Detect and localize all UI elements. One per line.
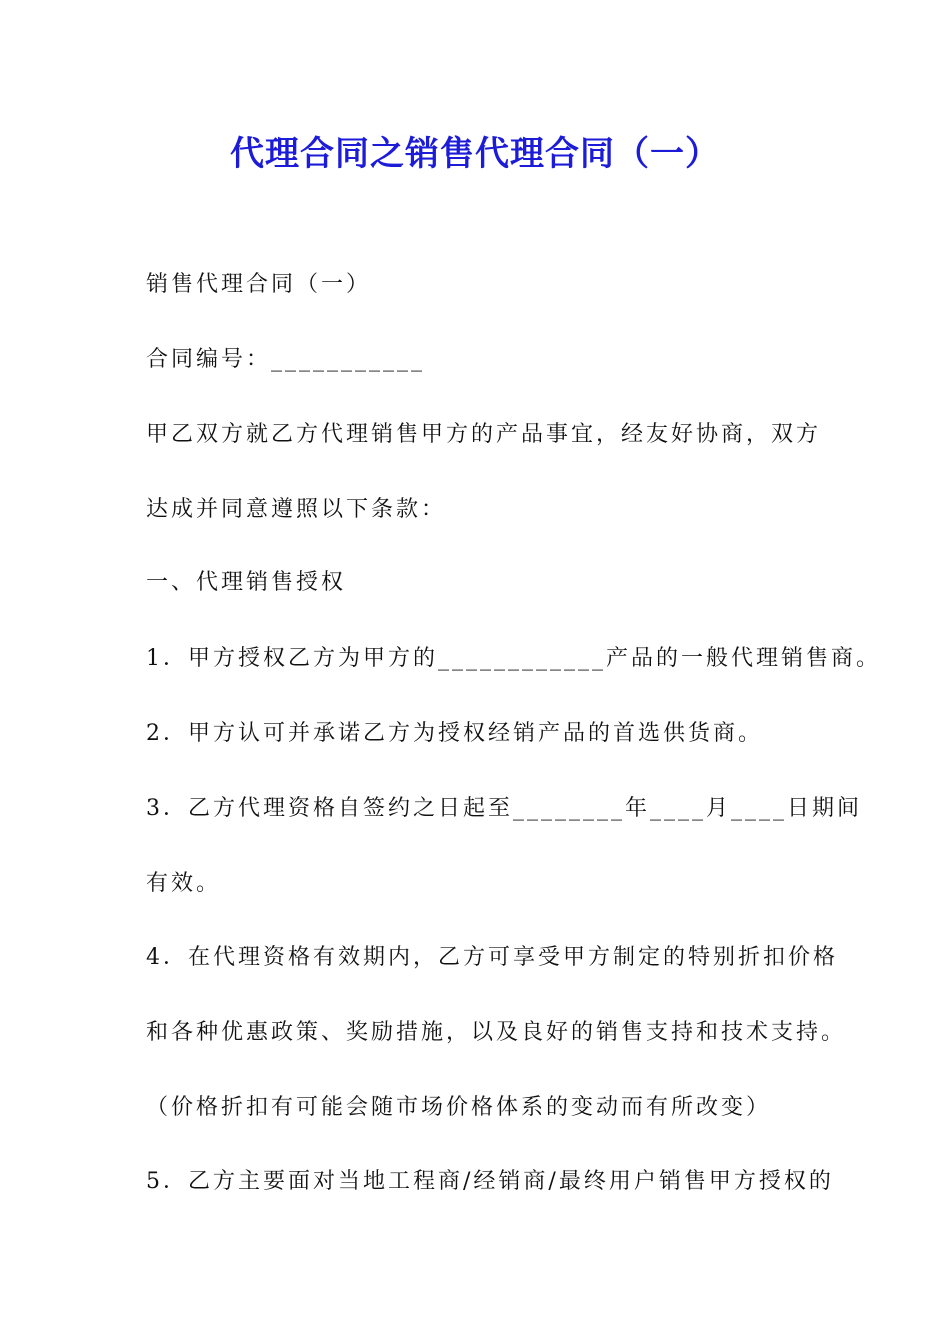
clause-4-line-2: 和各种优惠政策、奖励措施，以及良好的销售支持和技术支持。 bbox=[146, 1020, 847, 1045]
section-heading-authorization: 一、代理销售授权 bbox=[146, 570, 347, 595]
clause-4-line-1: 4．在代理资格有效期内，乙方可享受甲方制定的特别折扣价格 bbox=[146, 945, 838, 970]
contract-heading: 销售代理合同（一） bbox=[146, 272, 372, 297]
document-title: 代理合同之销售代理合同（一） bbox=[230, 134, 720, 174]
clause-2: 2．甲方认可并承诺乙方为授权经销产品的首选供货商。 bbox=[146, 721, 763, 746]
clause-4-note: （价格折扣有可能会随市场价格体系的变动而有所改变） bbox=[146, 1095, 772, 1120]
clause-3-line-2: 有效。 bbox=[146, 871, 222, 896]
intro-paragraph-line-2: 达成并同意遵照以下条款： bbox=[146, 497, 447, 522]
clause-1: 1．甲方授权乙方为甲方的____________产品的一般代理销售商。 bbox=[146, 646, 881, 671]
intro-paragraph-line-1: 甲乙双方就乙方代理销售甲方的产品事宜，经友好协商，双方 bbox=[146, 422, 822, 447]
clause-5-line-1: 5．乙方主要面对当地工程商/经销商/最终用户销售甲方授权的 bbox=[146, 1169, 834, 1194]
clause-3-line-1: 3．乙方代理资格自签约之日起至________年____月____日期间 bbox=[146, 796, 862, 821]
contract-number-line: 合同编号：___________ bbox=[146, 347, 426, 372]
